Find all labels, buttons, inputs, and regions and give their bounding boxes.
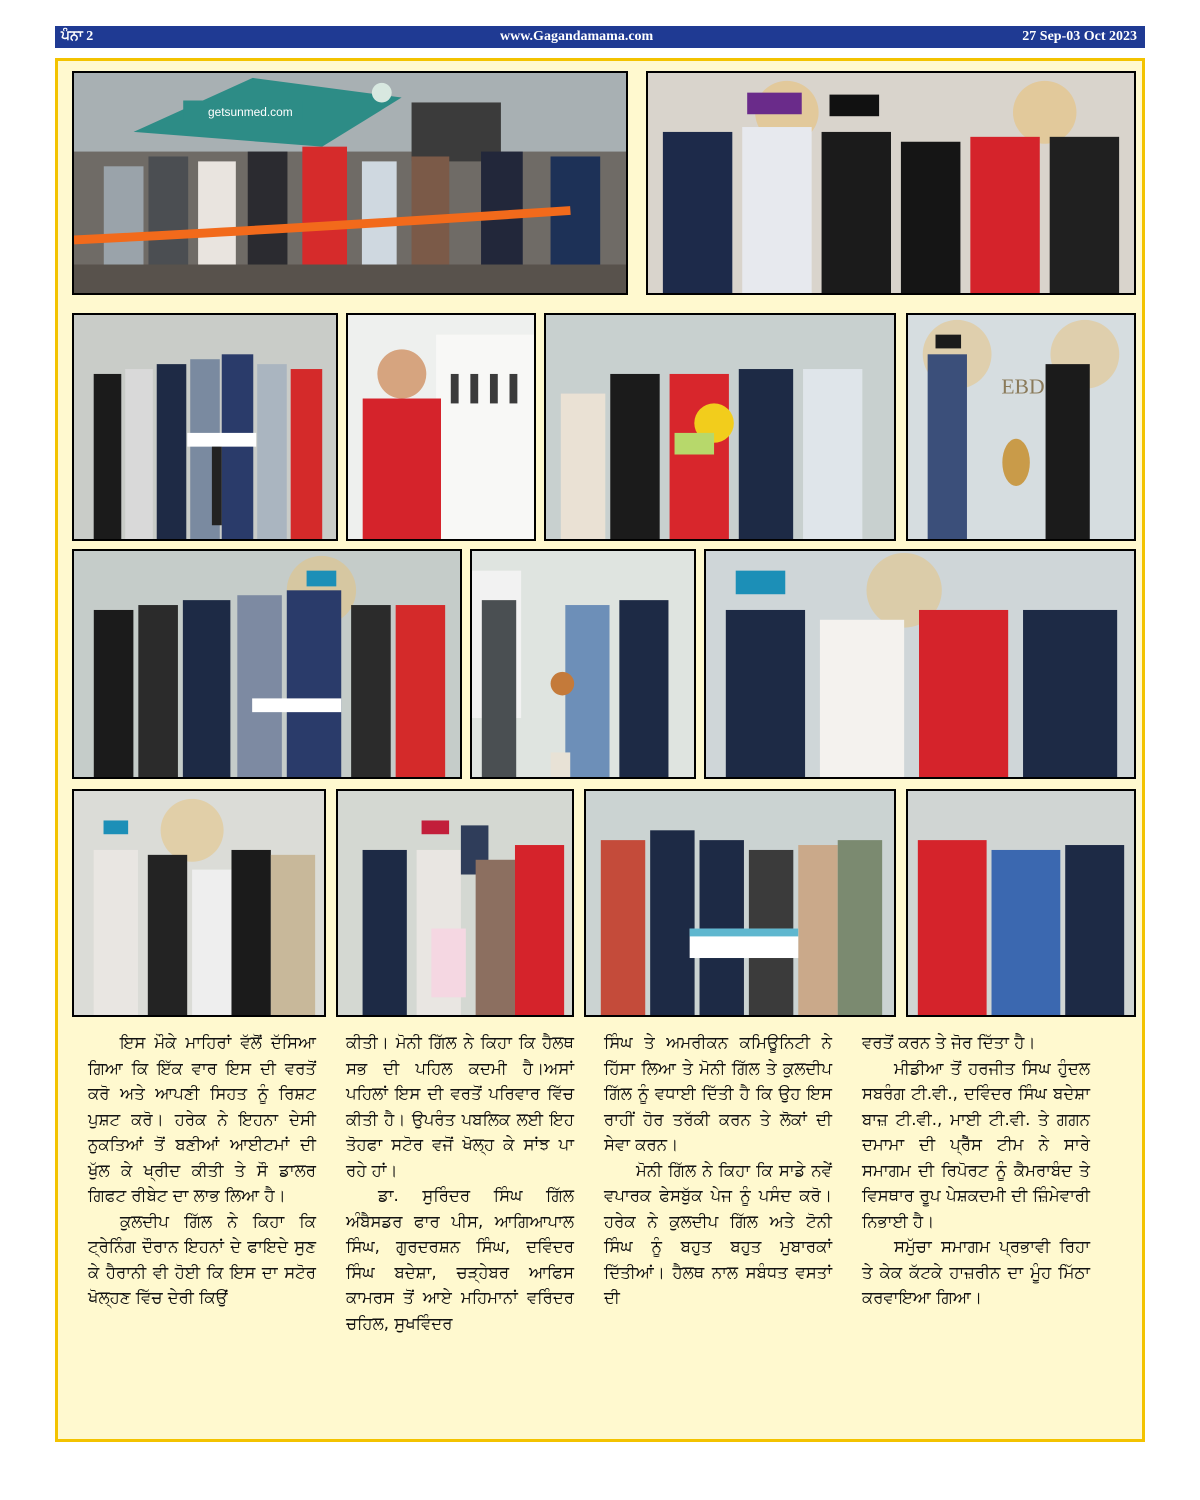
article-column-1: [88, 1030, 316, 1311]
tent-sign-text: getsunmed.com: [208, 105, 293, 120]
article-column-3: [604, 1030, 832, 1311]
photo-trio: [906, 789, 1136, 1017]
article-paragraph: ਵਰਤੋਂ ਕਰਨ ਤੇ ਜੋਰ ਦਿੱਤਾ ਹੈ।: [862, 1033, 1036, 1052]
photo-group-portrait-2: [704, 549, 1136, 779]
photo-store-conversation: [470, 549, 696, 779]
article-column-4: [862, 1030, 1090, 1311]
wall-sign-text: EBD: [1001, 374, 1045, 399]
page-header: [55, 26, 1145, 48]
photo-ribbon-cutting: [72, 71, 628, 295]
issue-date: 27 Sep-03 Oct 2023: [1022, 29, 1137, 44]
article-paragraph: ਕੀਤੀ। ਮੋਨੀ ਗਿੱਲ ਨੇ ਕਿਹਾ ਕਿ ਹੈਲਥ ਸਭ ਦੀ ਪਹਿਲ ਕਦਮੀ ਹੈ।ਅਸਾਂ ਪਹਿਲਾਂ ਇਸ ਦੀ ਵਰਤੋਂ ਪਰਿਵਾਰ ਵਿੱਚ ਕੀਤੀ ਹੈ। ਉਪਰੰਤ ਪਬਲਿਕ ਲਈ ਇਹ ਤੋਹਫਾ ਸਟੋਰ ਵਜੋਂ ਖੋਲ੍ਹ ਕੇ ਸਾਂਝ ਪਾ ਰਹੇ ਹਾਂ।: [346, 1033, 574, 1180]
article-paragraph: ਸਮੁੱਚਾ ਸਮਾਗਮ ਪ੍ਰਭਾਵੀ ਰਿਹਾ ਤੇ ਕੇਕ ਕੱਟਕੇ ਹਾਜ਼ਰੀਨ ਦਾ ਮੂੰਹ ਮਿੱਠਾ ਕਰਵਾਇਆ ਗਿਆ।: [862, 1237, 1090, 1307]
article-paragraph: ਮੀਡੀਆ ਤੋਂ ਹਰਜੀਤ ਸਿਘ ਹੁੰਦਲ ਸਬਰੰਗ ਟੀ.ਵੀ., ਦਵਿੰਦਰ ਸਿੰਘ ਬਦੇਸ਼ਾ ਬਾਜ਼ ਟੀ.ਵੀ., ਮਾਈ ਟੀ.ਵੀ. ਤੇ ਗਗਨ ਦਮਾਮਾ ਦੀ ਪ੍ਰੈੱਸ ਟੀਮ ਨੇ ਸਾਰੇ ਸਮਾਗਮ ਦੀ ਰਿਪੋਰਟ ਨੂੰ ਕੈਮਰਾਬੰਦ ਤੇ ਵਿਸਥਾਰ ਰੂਪ ਪੇਸ਼ਕਦਮੀ ਦੀ ਜ਼ਿੰਮੇਵਾਰੀ ਨਿਭਾਈ ਹੈ।: [862, 1058, 1090, 1231]
article-paragraph: ਸਿੰਘ ਤੇ ਅਮਰੀਕਨ ਕਮਿਊਨਿਟੀ ਨੇ ਹਿੱਸਾ ਲਿਆ ਤੇ ਮੋਨੀ ਗਿੱਲ ਤੇ ਕੁਲਦੀਪ ਗਿੱਲ ਨੂੰ ਵਧਾਈ ਦਿੱਤੀ ਹੈ ਕਿ ਉਹ ਇਸ ਰਾਹੀਂ ਹੋਰ ਤਰੱਕੀ ਕਰਨ ਤੇ ਲੋਕਾਂ ਦੀ ਸੇਵਾ ਕਰਨ।: [604, 1033, 832, 1154]
photo-group-portrait-3: [72, 789, 326, 1017]
photo-cake-cutting-3: [584, 789, 896, 1017]
photo-group-portrait-1: [646, 71, 1136, 295]
photo-family-group: [336, 789, 574, 1017]
article-paragraph: ਕੁਲਦੀਪ ਗਿੱਲ ਨੇ ਕਿਹਾ ਕਿ ਟ੍ਰੇਨਿੰਗ ਦੌਰਾਨ ਇਹਨਾਂ ਦੇ ਫਾਇਦੇ ਸੁਣ ਕੇ ਹੈਰਾਨੀ ਵੀ ਹੋਈ ਕਿ ਇਸ ਦਾ ਸਟੋਰ ਖੋਲ੍ਹਣ ਵਿੱਚ ਦੇਰੀ ਕਿਉਂ: [88, 1211, 316, 1307]
photo-cake-cutting-2: [72, 549, 462, 779]
article-paragraph: ਮੋਨੀ ਗਿੱਲ ਨੇ ਕਿਹਾ ਕਿ ਸਾਡੇ ਨਵੇਂ ਵਪਾਰਕ ਫੇਸਬੁੱਕ ਪੇਜ ਨੂੰ ਪਸੰਦ ਕਰੋ। ਹਰੇਕ ਨੇ ਕੁਲਦੀਪ ਗਿੱਲ ਅਤੇ ਟੋਨੀ ਸਿੰਘ ਨੂੰ ਬਹੁਤ ਬਹੁਤ ਮੁਬਾਰਕਾਂ ਦਿੱਤੀਆਂ। ਹੈਲਥ ਨਾਲ ਸਬੰਧਤ ਵਸਤਾਂ ਦੀ: [604, 1160, 832, 1307]
article-paragraph: ਡਾ. ਸੁਰਿੰਦਰ ਸਿੰਘ ਗਿੱਲ ਅੰਬੈਸਡਰ ਫਾਰ ਪੀਸ, ਆਗਿਆਪਾਲ ਸਿੰਘ, ਗੁਰਦਰਸ਼ਨ ਸਿੰਘ, ਦਵਿੰਦਰ ਸਿੰਘ ਬਦੇਸ਼ਾ, ਚੜ੍ਹੇਬਰ ਆਫਿਸ ਕਾਮਰਸ ਤੋਂ ਆਏ ਮਹਿਮਾਨਾਂ ਵਰਿੰਦਰ ਚਹਿਲ, ਸੁਖਵਿੰਦਰ: [346, 1186, 574, 1333]
website-url[interactable]: www.Gagandamama.com: [500, 29, 654, 44]
photo-cake-cutting-1: [72, 313, 338, 541]
photo-gift-presentation: [544, 313, 896, 541]
photo-product-display: [346, 313, 536, 541]
article-column-2: [346, 1030, 574, 1336]
photo-ebd-wall: [906, 313, 1136, 541]
article-paragraph: ਇਸ ਮੌਕੇ ਮਾਹਿਰਾਂ ਵੱਲੋਂ ਦੱਸਿਆ ਗਿਆ ਕਿ ਇੱਕ ਵਾਰ ਇਸ ਦੀ ਵਰਤੋਂ ਕਰੋ ਅਤੇ ਆਪਣੀ ਸਿਹਤ ਨੂੰ ਰਿਸ਼ਟ ਪੁਸ਼ਟ ਕਰੋ। ਹਰੇਕ ਨੇ ਇਹਨਾ ਦੇਸੀ ਨੁਕਤਿਆਂ ਤੋਂ ਬਣੀਆਂ ਆਈਟਮਾਂ ਦੀ ਖੁੱਲ ਕੇ ਖ੍ਰੀਦ ਕੀਤੀ ਤੇ ਸੌ ਡਾਲਰ ਗਿਫਟ ਰੀਬੇਟ ਦਾ ਲਾਭ ਲਿਆ ਹੈ।: [88, 1033, 316, 1205]
page-number: ਪੰਨਾ 2: [61, 29, 94, 44]
